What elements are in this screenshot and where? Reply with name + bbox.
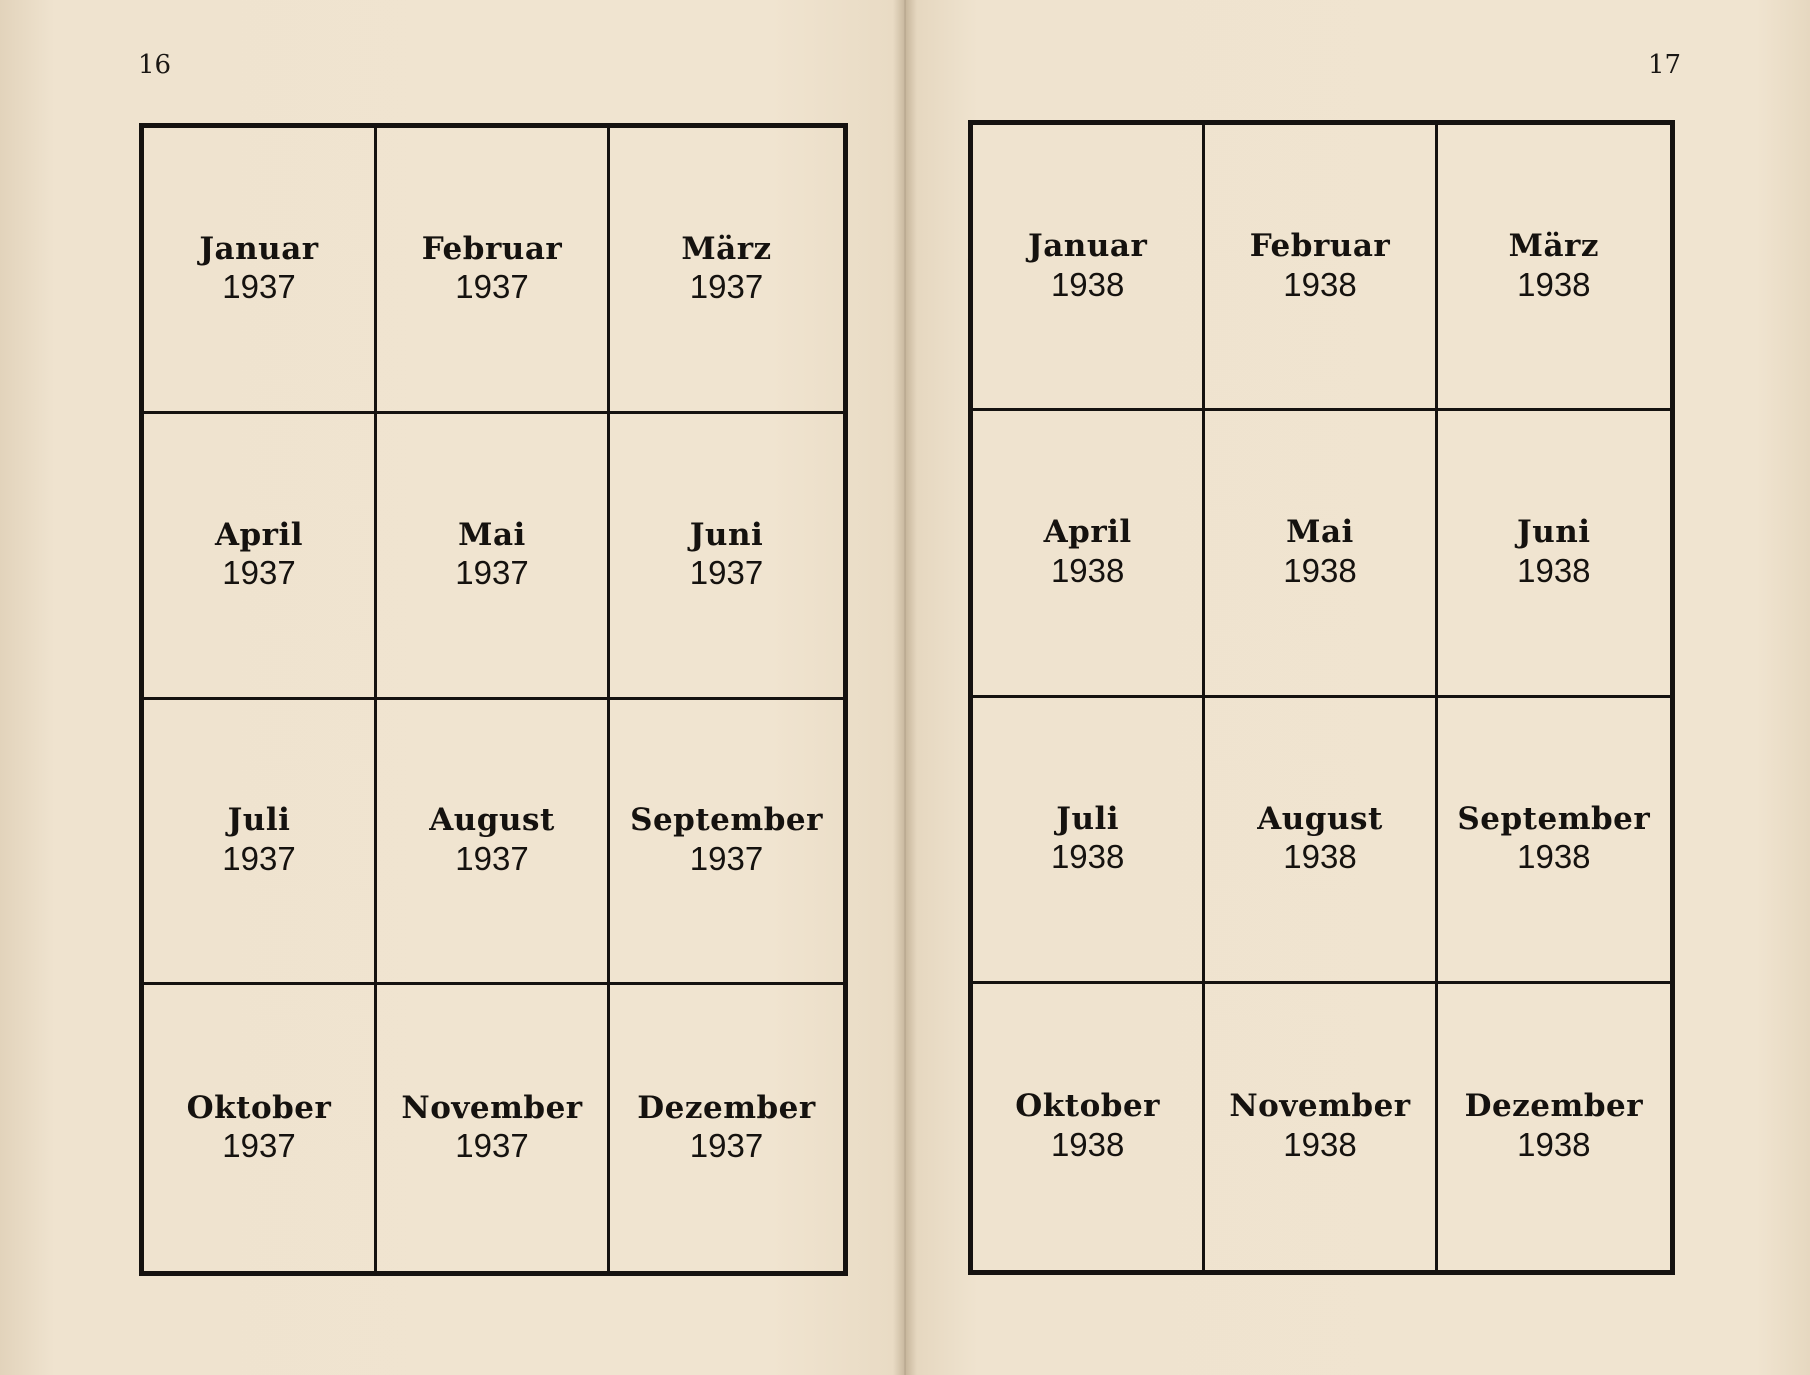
month-cell xyxy=(377,128,610,414)
month-label: Dezember xyxy=(1464,1088,1644,1125)
month-label: Oktober xyxy=(1015,1088,1161,1125)
year-label: 1937 xyxy=(222,839,296,877)
year-label: 1938 xyxy=(1050,1125,1125,1163)
month-label: Februar xyxy=(1249,228,1391,264)
month-cell xyxy=(1205,125,1437,411)
year-label: 1937 xyxy=(455,268,529,306)
month-label: Juni xyxy=(689,516,764,553)
month-cell xyxy=(1205,411,1437,697)
month-label: Mai xyxy=(1286,514,1354,551)
month-cell xyxy=(610,700,843,986)
month-cell xyxy=(610,128,843,414)
month-cell xyxy=(1438,125,1670,411)
year-label: 1938 xyxy=(1283,1125,1357,1163)
year-label: 1937 xyxy=(689,839,764,877)
month-cell xyxy=(1438,698,1670,984)
month-cell xyxy=(377,700,610,986)
month-label: Mai xyxy=(458,516,526,553)
year-label: 1937 xyxy=(455,1127,529,1165)
calendar-grid-1937 xyxy=(139,123,848,1276)
month-cell xyxy=(144,985,377,1271)
year-label: 1938 xyxy=(1283,838,1357,876)
month-cell xyxy=(1438,984,1670,1270)
calendar-grid-1938 xyxy=(968,120,1675,1275)
month-cell xyxy=(973,698,1205,984)
month-label: März xyxy=(681,230,772,267)
month-label: November xyxy=(1229,1088,1411,1125)
month-label: August xyxy=(1257,800,1383,837)
year-label: 1938 xyxy=(1283,551,1357,589)
month-label: März xyxy=(1508,228,1599,264)
year-label: 1938 xyxy=(1050,551,1125,589)
month-label: Februar xyxy=(421,230,563,267)
month-label: Oktober xyxy=(186,1089,332,1126)
year-label: 1937 xyxy=(222,554,296,592)
month-cell xyxy=(377,414,610,700)
month-label: November xyxy=(401,1089,583,1126)
month-cell xyxy=(610,985,843,1271)
year-label: 1938 xyxy=(1050,838,1125,876)
year-label: 1937 xyxy=(689,554,764,592)
page-number-right: 17 xyxy=(1648,50,1682,80)
month-cell xyxy=(610,414,843,700)
month-cell xyxy=(144,700,377,986)
month-label: Januar xyxy=(199,230,319,267)
year-label: 1937 xyxy=(689,1127,764,1165)
year-label: 1938 xyxy=(1517,551,1591,589)
year-label: 1937 xyxy=(222,268,296,306)
month-label: August xyxy=(429,802,555,839)
month-label: Juli xyxy=(227,802,291,839)
year-label: 1938 xyxy=(1283,265,1357,303)
year-label: 1938 xyxy=(1517,838,1591,876)
month-label: Juli xyxy=(1056,800,1120,837)
month-label: April xyxy=(214,516,304,553)
year-label: 1938 xyxy=(1517,1125,1591,1163)
year-label: 1937 xyxy=(455,554,529,592)
month-cell xyxy=(973,411,1205,697)
month-cell xyxy=(144,414,377,700)
month-cell xyxy=(144,128,377,414)
month-cell xyxy=(973,984,1205,1270)
page-number-left: 16 xyxy=(138,50,172,80)
year-label: 1938 xyxy=(1050,265,1125,303)
year-label: 1938 xyxy=(1517,265,1591,303)
year-label: 1937 xyxy=(689,268,764,306)
month-label: April xyxy=(1043,514,1132,551)
year-label: 1937 xyxy=(222,1127,296,1165)
year-label: 1937 xyxy=(455,839,529,877)
month-cell xyxy=(1205,984,1437,1270)
month-cell xyxy=(1205,698,1437,984)
month-cell xyxy=(973,125,1205,411)
month-label: Dezember xyxy=(637,1089,816,1126)
month-cell xyxy=(1438,411,1670,697)
month-cell xyxy=(377,985,610,1271)
month-label: Juni xyxy=(1517,514,1591,551)
book-gutter xyxy=(893,0,917,1375)
month-label: September xyxy=(630,802,823,839)
month-label: September xyxy=(1457,800,1651,837)
month-label: Januar xyxy=(1028,228,1148,264)
